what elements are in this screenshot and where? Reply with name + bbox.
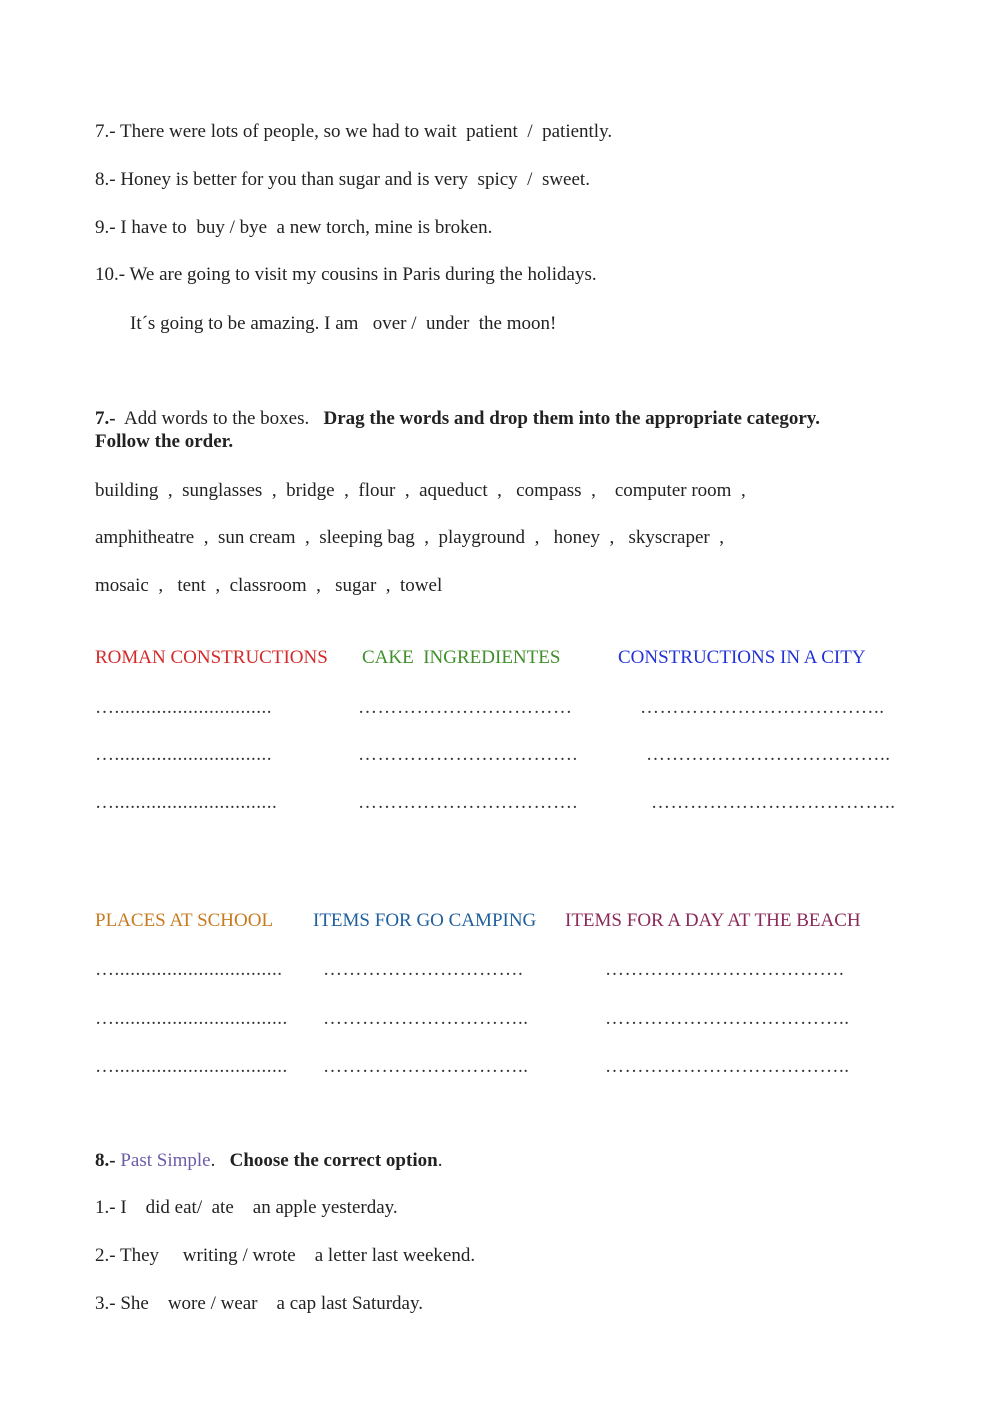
option-over[interactable]: over bbox=[372, 313, 407, 334]
past-simple-3: 3.- She wore / wear a cap last Saturday. bbox=[95, 1293, 424, 1314]
option-did-eat[interactable]: did eat bbox=[145, 1197, 197, 1218]
word-sunglasses[interactable]: sunglasses bbox=[182, 480, 263, 501]
exercise-7-heading-line-2: Follow the order. bbox=[95, 431, 234, 452]
word-bridge[interactable]: bridge bbox=[286, 480, 335, 501]
option-under[interactable]: under bbox=[426, 313, 470, 334]
roman-slot-3[interactable]: …............................... bbox=[95, 792, 278, 813]
category-places-at-school: PLACES AT SCHOOL bbox=[95, 910, 274, 931]
beach-slot-1[interactable]: ………………………………. bbox=[605, 959, 845, 980]
category-cake-ingredientes: CAKE INGREDIENTES bbox=[362, 647, 561, 668]
word-skyscraper[interactable]: skyscraper bbox=[628, 527, 710, 548]
sentence-9: 9.- I have to buy / bye a new torch, mine is broken. bbox=[95, 217, 493, 238]
cake-slot-3[interactable]: ……………………………. bbox=[358, 792, 578, 813]
beach-slot-3[interactable]: ……………………………….. bbox=[605, 1056, 850, 1077]
word-bank-row-1: building , sunglasses , bridge , flour , aqueduct , compass , computer room , bbox=[95, 480, 746, 501]
cake-slot-2[interactable]: ……………………………. bbox=[358, 744, 578, 765]
option-wore[interactable]: wore bbox=[167, 1293, 206, 1314]
camping-slot-3[interactable]: ………………………….. bbox=[323, 1056, 529, 1077]
word-flour[interactable]: flour bbox=[358, 480, 396, 501]
category-items-for-go-camping: ITEMS FOR GO CAMPING bbox=[313, 910, 537, 931]
word-compass[interactable]: compass bbox=[516, 480, 582, 501]
option-writing[interactable]: writing bbox=[182, 1245, 238, 1266]
city-slot-1[interactable]: ……………………………….. bbox=[640, 697, 885, 718]
exercise-8-heading: 8.- Past Simple. Choose the correct option. bbox=[95, 1150, 443, 1171]
camping-slot-2[interactable]: ………………………….. bbox=[323, 1008, 529, 1029]
option-ate[interactable]: ate bbox=[211, 1197, 234, 1218]
word-tent[interactable]: tent bbox=[177, 575, 206, 596]
option-wear[interactable]: wear bbox=[220, 1293, 258, 1314]
roman-slot-2[interactable]: ….............................. bbox=[95, 744, 272, 765]
word-classroom[interactable]: classroom bbox=[229, 575, 307, 596]
city-slot-3[interactable]: ……………………………….. bbox=[651, 792, 896, 813]
word-sugar[interactable]: sugar bbox=[335, 575, 377, 596]
roman-slot-1[interactable]: ….............................. bbox=[95, 697, 272, 718]
school-slot-1[interactable]: …................................ bbox=[95, 959, 283, 980]
option-buy[interactable]: buy bbox=[196, 217, 225, 238]
cake-slot-1[interactable]: …………………………… bbox=[358, 697, 573, 718]
option-wrote[interactable]: wrote bbox=[252, 1245, 296, 1266]
option-spicy[interactable]: spicy bbox=[477, 169, 518, 190]
city-slot-2[interactable]: ……………………………….. bbox=[646, 744, 891, 765]
word-computer-room[interactable]: computer room bbox=[614, 480, 732, 501]
word-bank-row-2: amphitheatre , sun cream , sleeping bag , playground , honey , skyscraper , bbox=[95, 527, 724, 548]
school-slot-2[interactable]: …................................. bbox=[95, 1008, 288, 1029]
option-patient[interactable]: patient bbox=[466, 121, 518, 142]
option-bye[interactable]: bye bbox=[239, 217, 268, 238]
category-roman-constructions: ROMAN CONSTRUCTIONS bbox=[95, 647, 328, 668]
option-sweet[interactable]: sweet bbox=[541, 169, 586, 190]
word-mosaic[interactable]: mosaic bbox=[95, 575, 149, 596]
option-patiently[interactable]: patiently bbox=[542, 121, 608, 142]
sentence-10: 10.- We are going to visit my cousins in Paris during the holidays. bbox=[95, 264, 597, 285]
sentence-8: 8.- Honey is better for you than sugar and is very spicy / sweet. bbox=[95, 169, 590, 190]
past-simple-2: 2.- They writing / wrote a letter last weekend. bbox=[95, 1245, 476, 1266]
word-playground[interactable]: playground bbox=[438, 527, 526, 548]
category-constructions-in-a-city: CONSTRUCTIONS IN A CITY bbox=[618, 647, 866, 668]
word-building[interactable]: building bbox=[95, 480, 159, 501]
beach-slot-2[interactable]: ……………………………….. bbox=[605, 1008, 850, 1029]
word-towel[interactable]: towel bbox=[400, 575, 443, 596]
word-bank-row-3: mosaic , tent , classroom , sugar , towel bbox=[95, 575, 443, 596]
camping-slot-1[interactable]: …………………………. bbox=[323, 959, 524, 980]
sentence-7: 7.- There were lots of people, so we had to wait patient / patiently. bbox=[95, 121, 613, 142]
sentence-10-line-2: It´s going to be amazing. I am over / under the moon! bbox=[130, 313, 557, 334]
past-simple-1: 1.- I did eat/ ate an apple yesterday. bbox=[95, 1197, 398, 1218]
word-sun-cream[interactable]: sun cream bbox=[217, 527, 296, 548]
word-aqueduct[interactable]: aqueduct bbox=[419, 480, 488, 501]
word-sleeping-bag[interactable]: sleeping bag bbox=[319, 527, 415, 548]
exercise-7-heading: 7.- Add words to the boxes. Drag the words and drop them into the appropriate category. bbox=[95, 408, 820, 429]
word-amphitheatre[interactable]: amphitheatre bbox=[95, 527, 195, 548]
category-items-for-a-day-at-the-beach: ITEMS FOR A DAY AT THE BEACH bbox=[565, 910, 861, 931]
word-honey[interactable]: honey bbox=[553, 527, 600, 548]
school-slot-3[interactable]: …................................. bbox=[95, 1056, 288, 1077]
